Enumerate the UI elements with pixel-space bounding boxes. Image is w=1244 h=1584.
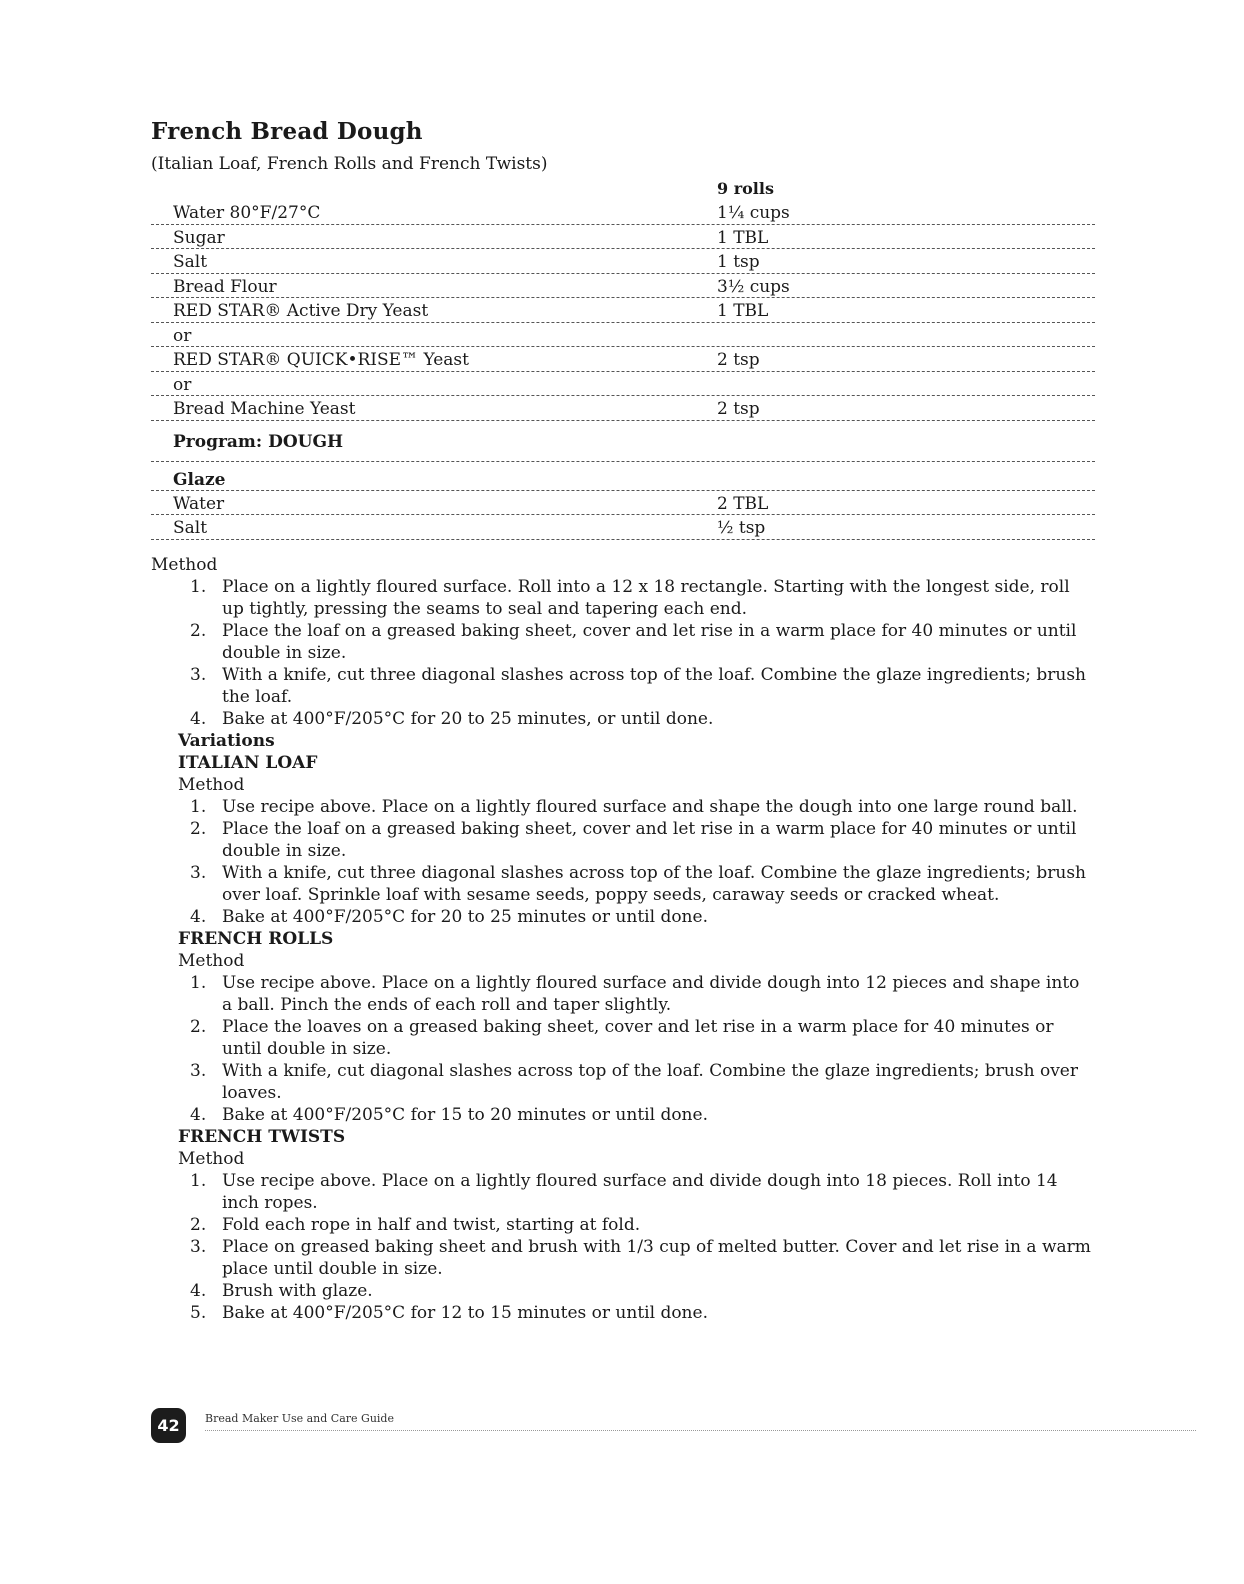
step-number: 4. — [190, 907, 207, 927]
step-number: 3. — [190, 1061, 207, 1081]
ingredient-list — [151, 200, 1095, 421]
glaze-row — [151, 491, 1095, 516]
step-text: Place the loaf on a greased baking sheet, cover and let rise in a warm place for 40 minutes or until double in size. — [222, 621, 1077, 663]
variation-title: FRENCH ROLLS — [178, 929, 334, 949]
method-step — [151, 708, 1091, 730]
ingredient-amount: 1 TBL — [717, 227, 769, 248]
ingredient-table — [151, 178, 1095, 540]
step-number: 1. — [190, 973, 207, 993]
method-step — [151, 664, 1091, 708]
ingredient-name: Salt — [173, 518, 208, 538]
step-number: 1. — [190, 1171, 207, 1191]
step-text: With a knife, cut three diagonal slashes across top of the loaf. Combine the glaze ingredients; brush the loaf. — [222, 665, 1086, 707]
step-text: With a knife, cut three diagonal slashes across top of the loaf. Combine the glaze ingredients; brush over loaf. Sprinkle loaf with sesame seeds, poppy seeds, caraway seeds or cracked wheat. — [222, 863, 1086, 905]
method-step — [151, 862, 1091, 906]
step-number: 2. — [190, 621, 207, 641]
method-steps — [151, 576, 1091, 730]
program-label: Program: DOUGH — [173, 431, 344, 452]
ingredient-amount: 3½ cups — [717, 276, 790, 297]
ingredient-amount: 1¼ cups — [717, 203, 790, 223]
step-text: With a knife, cut diagonal slashes across top of the loaf. Combine the glaze ingredients; brush over loaves. — [222, 1061, 1078, 1103]
variations-heading: Variations — [178, 731, 275, 751]
variations-list — [151, 752, 1091, 1324]
glaze-list — [151, 491, 1095, 540]
variation-title: ITALIAN LOAF — [178, 753, 318, 773]
step-number: 3. — [190, 863, 207, 883]
ingredient-name: Bread Machine Yeast — [173, 399, 356, 419]
step-number: 1. — [190, 797, 207, 817]
page-number-badge: 42 — [151, 1408, 186, 1443]
variation-method-label: Method — [178, 775, 245, 795]
step-number: 5. — [190, 1303, 207, 1323]
method-step — [151, 1214, 1091, 1236]
step-number: 3. — [190, 665, 207, 685]
ingredient-name: RED STAR® Active Dry Yeast — [173, 301, 429, 321]
ingredient-row — [151, 274, 1095, 299]
recipe-subtitle: (Italian Loaf, French Rolls and French Twists) — [151, 154, 548, 174]
ingredient-row — [151, 200, 1095, 225]
ingredient-amount: ½ tsp — [717, 518, 766, 538]
method-step — [151, 576, 1091, 620]
yield-label: 9 rolls — [717, 179, 774, 198]
step-text: Use recipe above. Place on a lightly floured surface and divide dough into 12 pieces and shape into a ball. Pinch the ends of each roll and taper slightly. — [222, 973, 1080, 1015]
variation-steps — [151, 972, 1091, 1126]
step-text: Brush with glaze. — [222, 1281, 373, 1301]
step-text: Bake at 400°F/205°C for 15 to 20 minutes or until done. — [222, 1105, 708, 1125]
ingredient-row — [151, 396, 1095, 421]
step-number: 4. — [190, 709, 207, 729]
method-step — [151, 1236, 1091, 1280]
ingredient-amount: 2 tsp — [717, 350, 760, 370]
ingredient-name: Water 80°F/27°C — [173, 203, 321, 223]
page-footer — [151, 1408, 1196, 1444]
variation-section — [151, 752, 1091, 928]
method-step — [151, 1060, 1091, 1104]
variation-steps — [151, 1170, 1091, 1324]
ingredient-name: Water — [173, 493, 225, 514]
method-step — [151, 972, 1091, 1016]
variation-section — [151, 1126, 1091, 1324]
method-step — [151, 1016, 1091, 1060]
yield-column-heading — [151, 178, 1095, 200]
ingredient-row — [151, 225, 1095, 250]
ingredient-name: RED STAR® QUICK•RISE™ Yeast — [173, 350, 469, 370]
method-step — [151, 818, 1091, 862]
step-text: Place on a lightly floured surface. Roll into a 12 x 18 rectangle. Starting with the longest side, roll up tightly, pressing the seams to seal and tapering each end. — [222, 577, 1070, 619]
step-number: 3. — [190, 1237, 207, 1257]
recipe-title: French Bread Dough — [151, 118, 423, 145]
glaze-heading — [151, 466, 1095, 491]
ingredient-name: or — [173, 374, 192, 395]
ingredient-name: Bread Flour — [173, 276, 277, 297]
step-text: Fold each rope in half and twist, starting at fold. — [222, 1215, 641, 1235]
ingredient-amount: 1 tsp — [717, 252, 760, 272]
step-number: 4. — [190, 1281, 207, 1301]
guide-title: Bread Maker Use and Care Guide — [205, 1412, 394, 1425]
ingredient-amount: 1 TBL — [717, 301, 769, 321]
method-step — [151, 906, 1091, 928]
step-number: 2. — [190, 1017, 207, 1037]
program-setting — [151, 421, 1095, 462]
ingredient-amount: 2 tsp — [717, 399, 760, 419]
method-section — [151, 554, 1091, 1324]
variation-title: FRENCH TWISTS — [178, 1127, 346, 1147]
step-text: Place the loaf on a greased baking sheet, cover and let rise in a warm place for 40 minutes or until double in size. — [222, 819, 1077, 861]
step-text: Bake at 400°F/205°C for 12 to 15 minutes or until done. — [222, 1303, 708, 1323]
method-label: Method — [151, 555, 218, 575]
ingredient-amount: 2 TBL — [717, 493, 769, 514]
ingredient-row — [151, 323, 1095, 348]
variation-steps — [151, 796, 1091, 928]
step-text: Place the loaves on a greased baking sheet, cover and let rise in a warm place for 40 minutes or until double in size. — [222, 1017, 1054, 1059]
ingredient-row — [151, 347, 1095, 372]
variation-method-label: Method — [178, 951, 245, 971]
step-number: 1. — [190, 577, 207, 597]
footer-rule — [205, 1430, 1196, 1431]
method-step — [151, 1280, 1091, 1302]
method-step — [151, 1302, 1091, 1324]
variation-section — [151, 928, 1091, 1126]
ingredient-name: or — [173, 325, 192, 346]
step-text: Use recipe above. Place on a lightly floured surface and shape the dough into one large round ball. — [222, 797, 1078, 817]
variation-method-label: Method — [178, 1149, 245, 1169]
step-number: 2. — [190, 1215, 207, 1235]
step-text: Place on greased baking sheet and brush with 1/3 cup of melted butter. Cover and let rise in a warm place until double in size. — [222, 1237, 1091, 1279]
step-text: Use recipe above. Place on a lightly floured surface and divide dough into 18 pieces. Roll into 14 inch ropes. — [222, 1171, 1058, 1213]
glaze-heading-label: Glaze — [173, 469, 226, 490]
method-step — [151, 1170, 1091, 1214]
step-text: Bake at 400°F/205°C for 20 to 25 minutes, or until done. — [222, 709, 714, 729]
method-step — [151, 620, 1091, 664]
ingredient-name: Salt — [173, 252, 208, 272]
step-number: 4. — [190, 1105, 207, 1125]
ingredient-row — [151, 372, 1095, 397]
ingredient-row — [151, 298, 1095, 323]
step-number: 2. — [190, 819, 207, 839]
step-text: Bake at 400°F/205°C for 20 to 25 minutes or until done. — [222, 907, 708, 927]
glaze-row — [151, 515, 1095, 540]
method-step — [151, 1104, 1091, 1126]
ingredient-name: Sugar — [173, 227, 225, 248]
ingredient-row — [151, 249, 1095, 274]
method-step — [151, 796, 1091, 818]
